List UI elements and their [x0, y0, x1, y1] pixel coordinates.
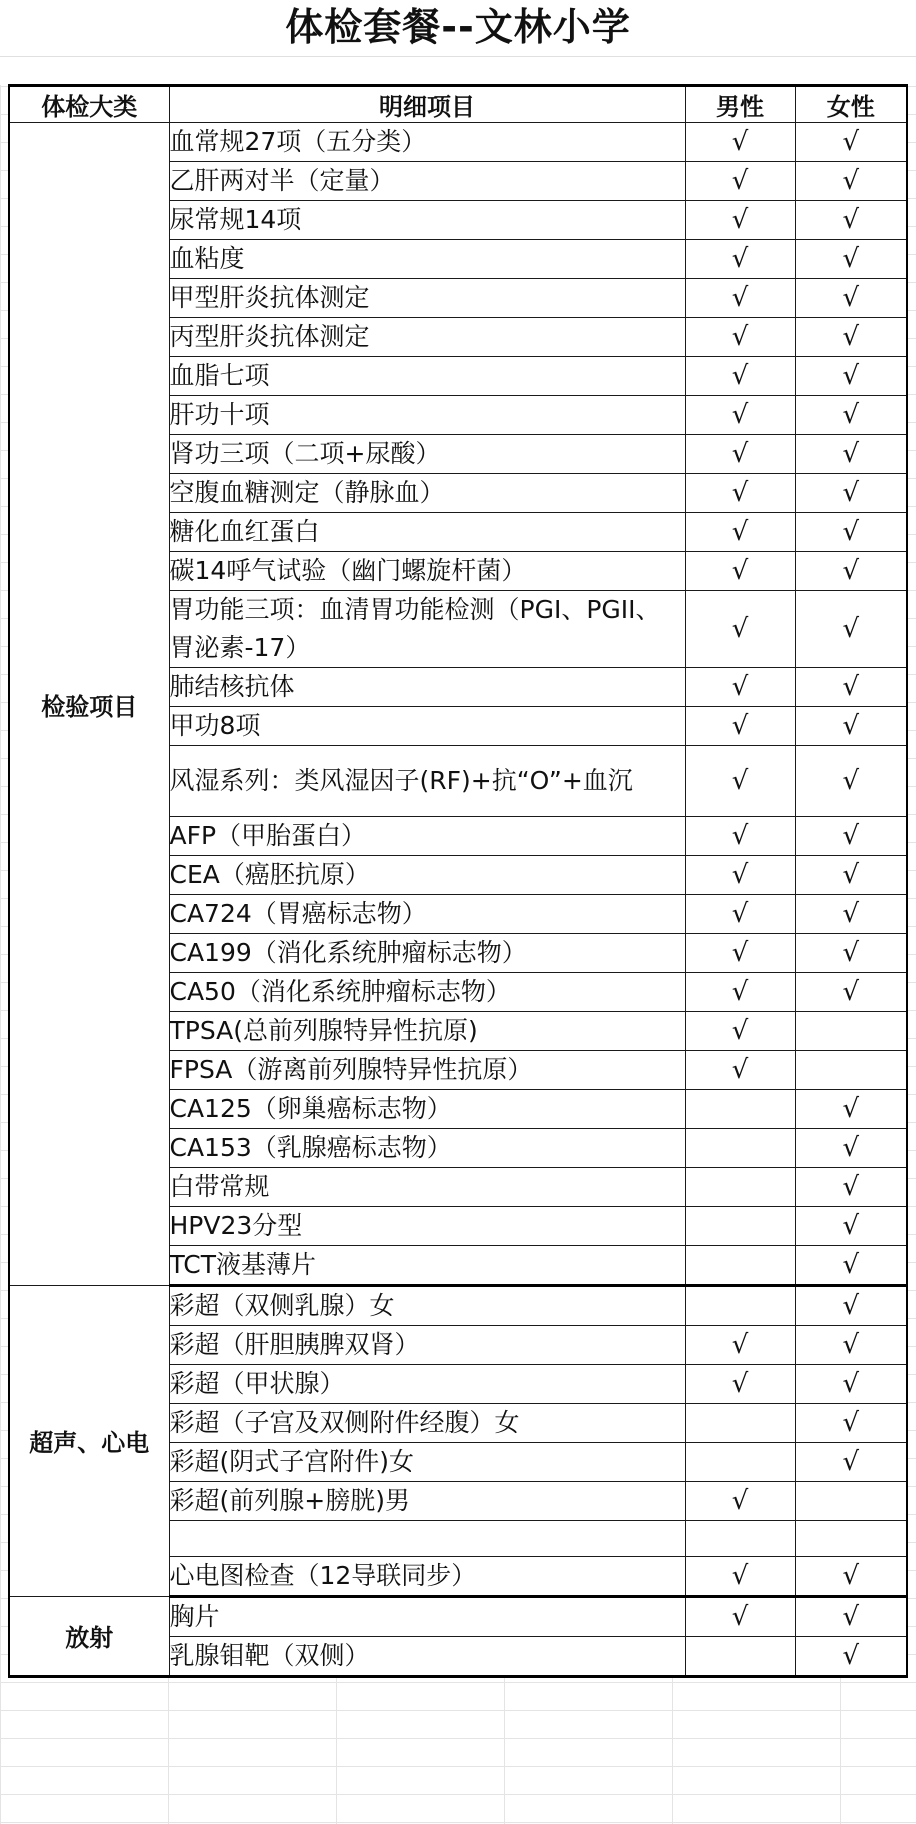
- male-check-cell[interactable]: [685, 1129, 795, 1168]
- female-check-cell[interactable]: [795, 934, 907, 973]
- checkmark-icon: √: [842, 1133, 860, 1163]
- male-check-cell[interactable]: [685, 1521, 795, 1557]
- checkmark-icon: √: [842, 977, 860, 1007]
- checkmark-icon: √: [842, 1211, 860, 1241]
- checkmark-icon: √: [731, 478, 749, 508]
- female-check-cell[interactable]: [795, 357, 907, 396]
- male-check-cell[interactable]: [685, 1482, 795, 1521]
- checkmark-icon: √: [842, 361, 860, 391]
- male-check-cell[interactable]: [685, 1365, 795, 1404]
- checkmark-icon: √: [731, 711, 749, 741]
- checkmark-icon: √: [842, 938, 860, 968]
- checkmark-icon: √: [731, 322, 749, 352]
- male-check-cell[interactable]: [685, 1207, 795, 1246]
- female-check-cell[interactable]: [795, 279, 907, 318]
- checkmark-icon: √: [731, 361, 749, 391]
- checkmark-icon: √: [842, 127, 860, 157]
- male-check-cell[interactable]: [685, 973, 795, 1012]
- item-cell[interactable]: 血粘度: [169, 240, 685, 279]
- blank-sheet-row: [0, 56, 916, 85]
- checkmark-icon: √: [842, 1408, 860, 1438]
- item-cell[interactable]: CA125（卵巢癌标志物）: [169, 1090, 685, 1129]
- header-item[interactable]: 明细项目: [169, 86, 685, 123]
- item-cell[interactable]: CA199（消化系统肿瘤标志物）: [169, 934, 685, 973]
- item-cell[interactable]: 血脂七项: [169, 357, 685, 396]
- female-check-cell[interactable]: [795, 707, 907, 746]
- checkmark-icon: √: [731, 1369, 749, 1399]
- item-cell[interactable]: 心电图检查（12导联同步）: [169, 1556, 685, 1596]
- item-cell[interactable]: 乙肝两对半（定量）: [169, 162, 685, 201]
- checkmark-icon: √: [842, 439, 860, 469]
- female-check-cell[interactable]: [795, 1012, 907, 1051]
- female-check-cell[interactable]: [795, 1482, 907, 1521]
- male-check-cell[interactable]: [685, 1404, 795, 1443]
- item-cell[interactable]: 肝功十项: [169, 396, 685, 435]
- checkmark-icon: √: [731, 283, 749, 313]
- header-row: [9, 86, 907, 123]
- checkmark-icon: √: [731, 672, 749, 702]
- male-check-cell[interactable]: [685, 1326, 795, 1365]
- checkmark-icon: √: [731, 517, 749, 547]
- female-check-cell[interactable]: [795, 1365, 907, 1404]
- male-check-cell[interactable]: [685, 1168, 795, 1207]
- female-check-cell[interactable]: [795, 1404, 907, 1443]
- female-check-cell[interactable]: [795, 1168, 907, 1207]
- item-cell[interactable]: 胸片: [169, 1596, 685, 1636]
- item-cell[interactable]: 尿常规14项: [169, 201, 685, 240]
- item-cell[interactable]: 彩超(前列腺+膀胱)男: [169, 1482, 685, 1521]
- female-check-cell[interactable]: [795, 396, 907, 435]
- female-check-cell[interactable]: [795, 1286, 907, 1326]
- female-check-cell[interactable]: [795, 474, 907, 513]
- female-check-cell[interactable]: [795, 746, 907, 817]
- checkmark-icon: √: [842, 860, 860, 890]
- female-check-cell[interactable]: [795, 591, 907, 668]
- checkmark-icon: √: [842, 205, 860, 235]
- female-check-cell[interactable]: [795, 1246, 907, 1286]
- checkmark-icon: √: [842, 1172, 860, 1202]
- checkmark-icon: √: [842, 283, 860, 313]
- checkmark-icon: √: [842, 478, 860, 508]
- male-check-cell[interactable]: [685, 591, 795, 668]
- female-check-cell[interactable]: [795, 1051, 907, 1090]
- item-cell[interactable]: 丙型肝炎抗体测定: [169, 318, 685, 357]
- female-check-cell[interactable]: [795, 1556, 907, 1596]
- checkmark-icon: √: [731, 1486, 749, 1516]
- checkmark-icon: √: [842, 766, 860, 796]
- checkmark-icon: √: [731, 766, 749, 796]
- table-body: [9, 123, 907, 1677]
- item-cell[interactable]: CEA（癌胚抗原）: [169, 856, 685, 895]
- checkmark-icon: √: [731, 1560, 749, 1591]
- item-cell[interactable]: CA724（胃癌标志物）: [169, 895, 685, 934]
- checkmark-icon: √: [731, 244, 749, 274]
- male-check-cell[interactable]: [685, 856, 795, 895]
- female-check-cell[interactable]: [795, 1596, 907, 1636]
- female-check-cell[interactable]: [795, 552, 907, 591]
- male-check-cell[interactable]: [685, 1051, 795, 1090]
- female-check-cell[interactable]: [795, 817, 907, 856]
- male-check-cell[interactable]: [685, 357, 795, 396]
- male-check-cell[interactable]: [685, 668, 795, 707]
- male-check-cell[interactable]: [685, 318, 795, 357]
- checkmark-icon: √: [842, 1369, 860, 1399]
- male-check-cell[interactable]: [685, 707, 795, 746]
- header-male[interactable]: 男性: [685, 86, 795, 123]
- male-check-cell[interactable]: [685, 1596, 795, 1636]
- item-cell[interactable]: 彩超（肝胆胰脾双肾）: [169, 1326, 685, 1365]
- male-check-cell[interactable]: [685, 1090, 795, 1129]
- item-cell[interactable]: 彩超（双侧乳腺）女: [169, 1286, 685, 1326]
- female-check-cell[interactable]: [795, 895, 907, 934]
- male-check-cell[interactable]: [685, 1556, 795, 1596]
- female-check-cell[interactable]: [795, 668, 907, 707]
- table-row: [9, 1596, 907, 1636]
- female-check-cell[interactable]: [795, 973, 907, 1012]
- item-cell[interactable]: 肺结核抗体: [169, 668, 685, 707]
- checkmark-icon: √: [731, 1330, 749, 1360]
- item-cell[interactable]: TPSA(总前列腺特异性抗原): [169, 1012, 685, 1051]
- checkmark-icon: √: [731, 1016, 749, 1046]
- item-cell[interactable]: HPV23分型: [169, 1207, 685, 1246]
- male-check-cell[interactable]: [685, 1636, 795, 1676]
- male-check-cell[interactable]: [685, 123, 795, 162]
- checkmark-icon: √: [842, 400, 860, 430]
- male-check-cell[interactable]: [685, 1012, 795, 1051]
- item-cell[interactable]: 彩超（甲状腺）: [169, 1365, 685, 1404]
- checkmark-icon: √: [842, 517, 860, 547]
- male-check-cell[interactable]: [685, 552, 795, 591]
- item-cell[interactable]: 糖化血红蛋白: [169, 513, 685, 552]
- item-cell[interactable]: TCT液基薄片: [169, 1246, 685, 1286]
- checkmark-icon: √: [731, 439, 749, 469]
- item-cell[interactable]: 彩超（子宫及双侧附件经腹）女: [169, 1404, 685, 1443]
- checkmark-icon: √: [731, 166, 749, 196]
- item-cell[interactable]: 彩超(阴式子宫附件)女: [169, 1443, 685, 1482]
- checkmark-icon: √: [842, 711, 860, 741]
- header-category[interactable]: 体检大类: [9, 86, 169, 123]
- male-check-cell[interactable]: [685, 817, 795, 856]
- checkmark-icon: √: [731, 821, 749, 851]
- checkmark-icon: √: [731, 400, 749, 430]
- male-check-cell[interactable]: [685, 934, 795, 973]
- female-check-cell[interactable]: [795, 1443, 907, 1482]
- checkmark-icon: √: [842, 614, 860, 644]
- exam-package-table: [8, 84, 908, 1678]
- male-check-cell[interactable]: [685, 474, 795, 513]
- checkmark-icon: √: [731, 556, 749, 586]
- male-check-cell[interactable]: [685, 1246, 795, 1286]
- female-check-cell[interactable]: [795, 1129, 907, 1168]
- category-cell[interactable]: 超声、心电: [9, 1286, 169, 1597]
- female-check-cell[interactable]: [795, 318, 907, 357]
- female-check-cell[interactable]: [795, 201, 907, 240]
- checkmark-icon: √: [731, 938, 749, 968]
- checkmark-icon: √: [731, 127, 749, 157]
- checkmark-icon: √: [842, 1094, 860, 1124]
- male-check-cell[interactable]: [685, 162, 795, 201]
- item-cell[interactable]: 胃功能三项：血清胃功能检测（PGI、PGII、胃泌素-17）: [169, 591, 685, 668]
- male-check-cell[interactable]: [685, 240, 795, 279]
- checkmark-icon: √: [731, 860, 749, 890]
- female-check-cell[interactable]: [795, 1636, 907, 1676]
- female-check-cell[interactable]: [795, 1521, 907, 1557]
- item-cell[interactable]: 甲功8项: [169, 707, 685, 746]
- item-cell[interactable]: FPSA（游离前列腺特异性抗原）: [169, 1051, 685, 1090]
- checkmark-icon: √: [842, 1250, 860, 1280]
- male-check-cell[interactable]: [685, 746, 795, 817]
- checkmark-icon: √: [842, 556, 860, 586]
- female-check-cell[interactable]: [795, 435, 907, 474]
- item-cell[interactable]: 碳14呼气试验（幽门螺旋杆菌）: [169, 552, 685, 591]
- male-check-cell[interactable]: [685, 895, 795, 934]
- male-check-cell[interactable]: [685, 279, 795, 318]
- male-check-cell[interactable]: [685, 513, 795, 552]
- male-check-cell[interactable]: [685, 435, 795, 474]
- checkmark-icon: √: [842, 166, 860, 196]
- male-check-cell[interactable]: [685, 201, 795, 240]
- checkmark-icon: √: [731, 1055, 749, 1085]
- male-check-cell[interactable]: [685, 396, 795, 435]
- item-cell[interactable]: CA153（乳腺癌标志物）: [169, 1129, 685, 1168]
- female-check-cell[interactable]: [795, 856, 907, 895]
- category-cell[interactable]: 检验项目: [9, 123, 169, 1286]
- female-check-cell[interactable]: [795, 513, 907, 552]
- table-row: [9, 123, 907, 162]
- female-check-cell[interactable]: [795, 1207, 907, 1246]
- checkmark-icon: √: [842, 899, 860, 929]
- checkmark-icon: √: [731, 1601, 749, 1632]
- item-cell[interactable]: 甲型肝炎抗体测定: [169, 279, 685, 318]
- item-cell[interactable]: AFP（甲胎蛋白）: [169, 817, 685, 856]
- checkmark-icon: √: [842, 1447, 860, 1477]
- female-check-cell[interactable]: [795, 1326, 907, 1365]
- checkmark-icon: √: [731, 977, 749, 1007]
- female-check-cell[interactable]: [795, 1090, 907, 1129]
- page-title: 体检套餐--文林小学: [0, 0, 916, 56]
- table-row: [9, 1286, 907, 1326]
- male-check-cell[interactable]: [685, 1286, 795, 1326]
- checkmark-icon: √: [731, 205, 749, 235]
- item-cell[interactable]: CA50（消化系统肿瘤标志物）: [169, 973, 685, 1012]
- checkmark-icon: √: [842, 244, 860, 274]
- checkmark-icon: √: [731, 614, 749, 644]
- item-cell[interactable]: 肾功三项（二项+尿酸）: [169, 435, 685, 474]
- category-cell[interactable]: 放射: [9, 1596, 169, 1676]
- checkmark-icon: √: [842, 1640, 860, 1671]
- item-cell[interactable]: 白带常规: [169, 1168, 685, 1207]
- checkmark-icon: √: [842, 1560, 860, 1591]
- checkmark-icon: √: [842, 821, 860, 851]
- checkmark-icon: √: [842, 1291, 860, 1321]
- item-cell[interactable]: 风湿系列：类风湿因子(RF)+抗“O”+血沉: [169, 746, 685, 817]
- checkmark-icon: √: [731, 899, 749, 929]
- header-female[interactable]: 女性: [795, 86, 907, 123]
- item-cell[interactable]: [169, 1521, 685, 1557]
- checkmark-icon: √: [842, 672, 860, 702]
- male-check-cell[interactable]: [685, 1443, 795, 1482]
- female-check-cell[interactable]: [795, 162, 907, 201]
- item-cell[interactable]: 空腹血糖测定（静脉血）: [169, 474, 685, 513]
- item-cell[interactable]: 血常规27项（五分类）: [169, 123, 685, 162]
- item-cell[interactable]: 乳腺钼靶（双侧）: [169, 1636, 685, 1676]
- female-check-cell[interactable]: [795, 123, 907, 162]
- female-check-cell[interactable]: [795, 240, 907, 279]
- checkmark-icon: √: [842, 1330, 860, 1360]
- checkmark-icon: √: [842, 1601, 860, 1632]
- checkmark-icon: √: [842, 322, 860, 352]
